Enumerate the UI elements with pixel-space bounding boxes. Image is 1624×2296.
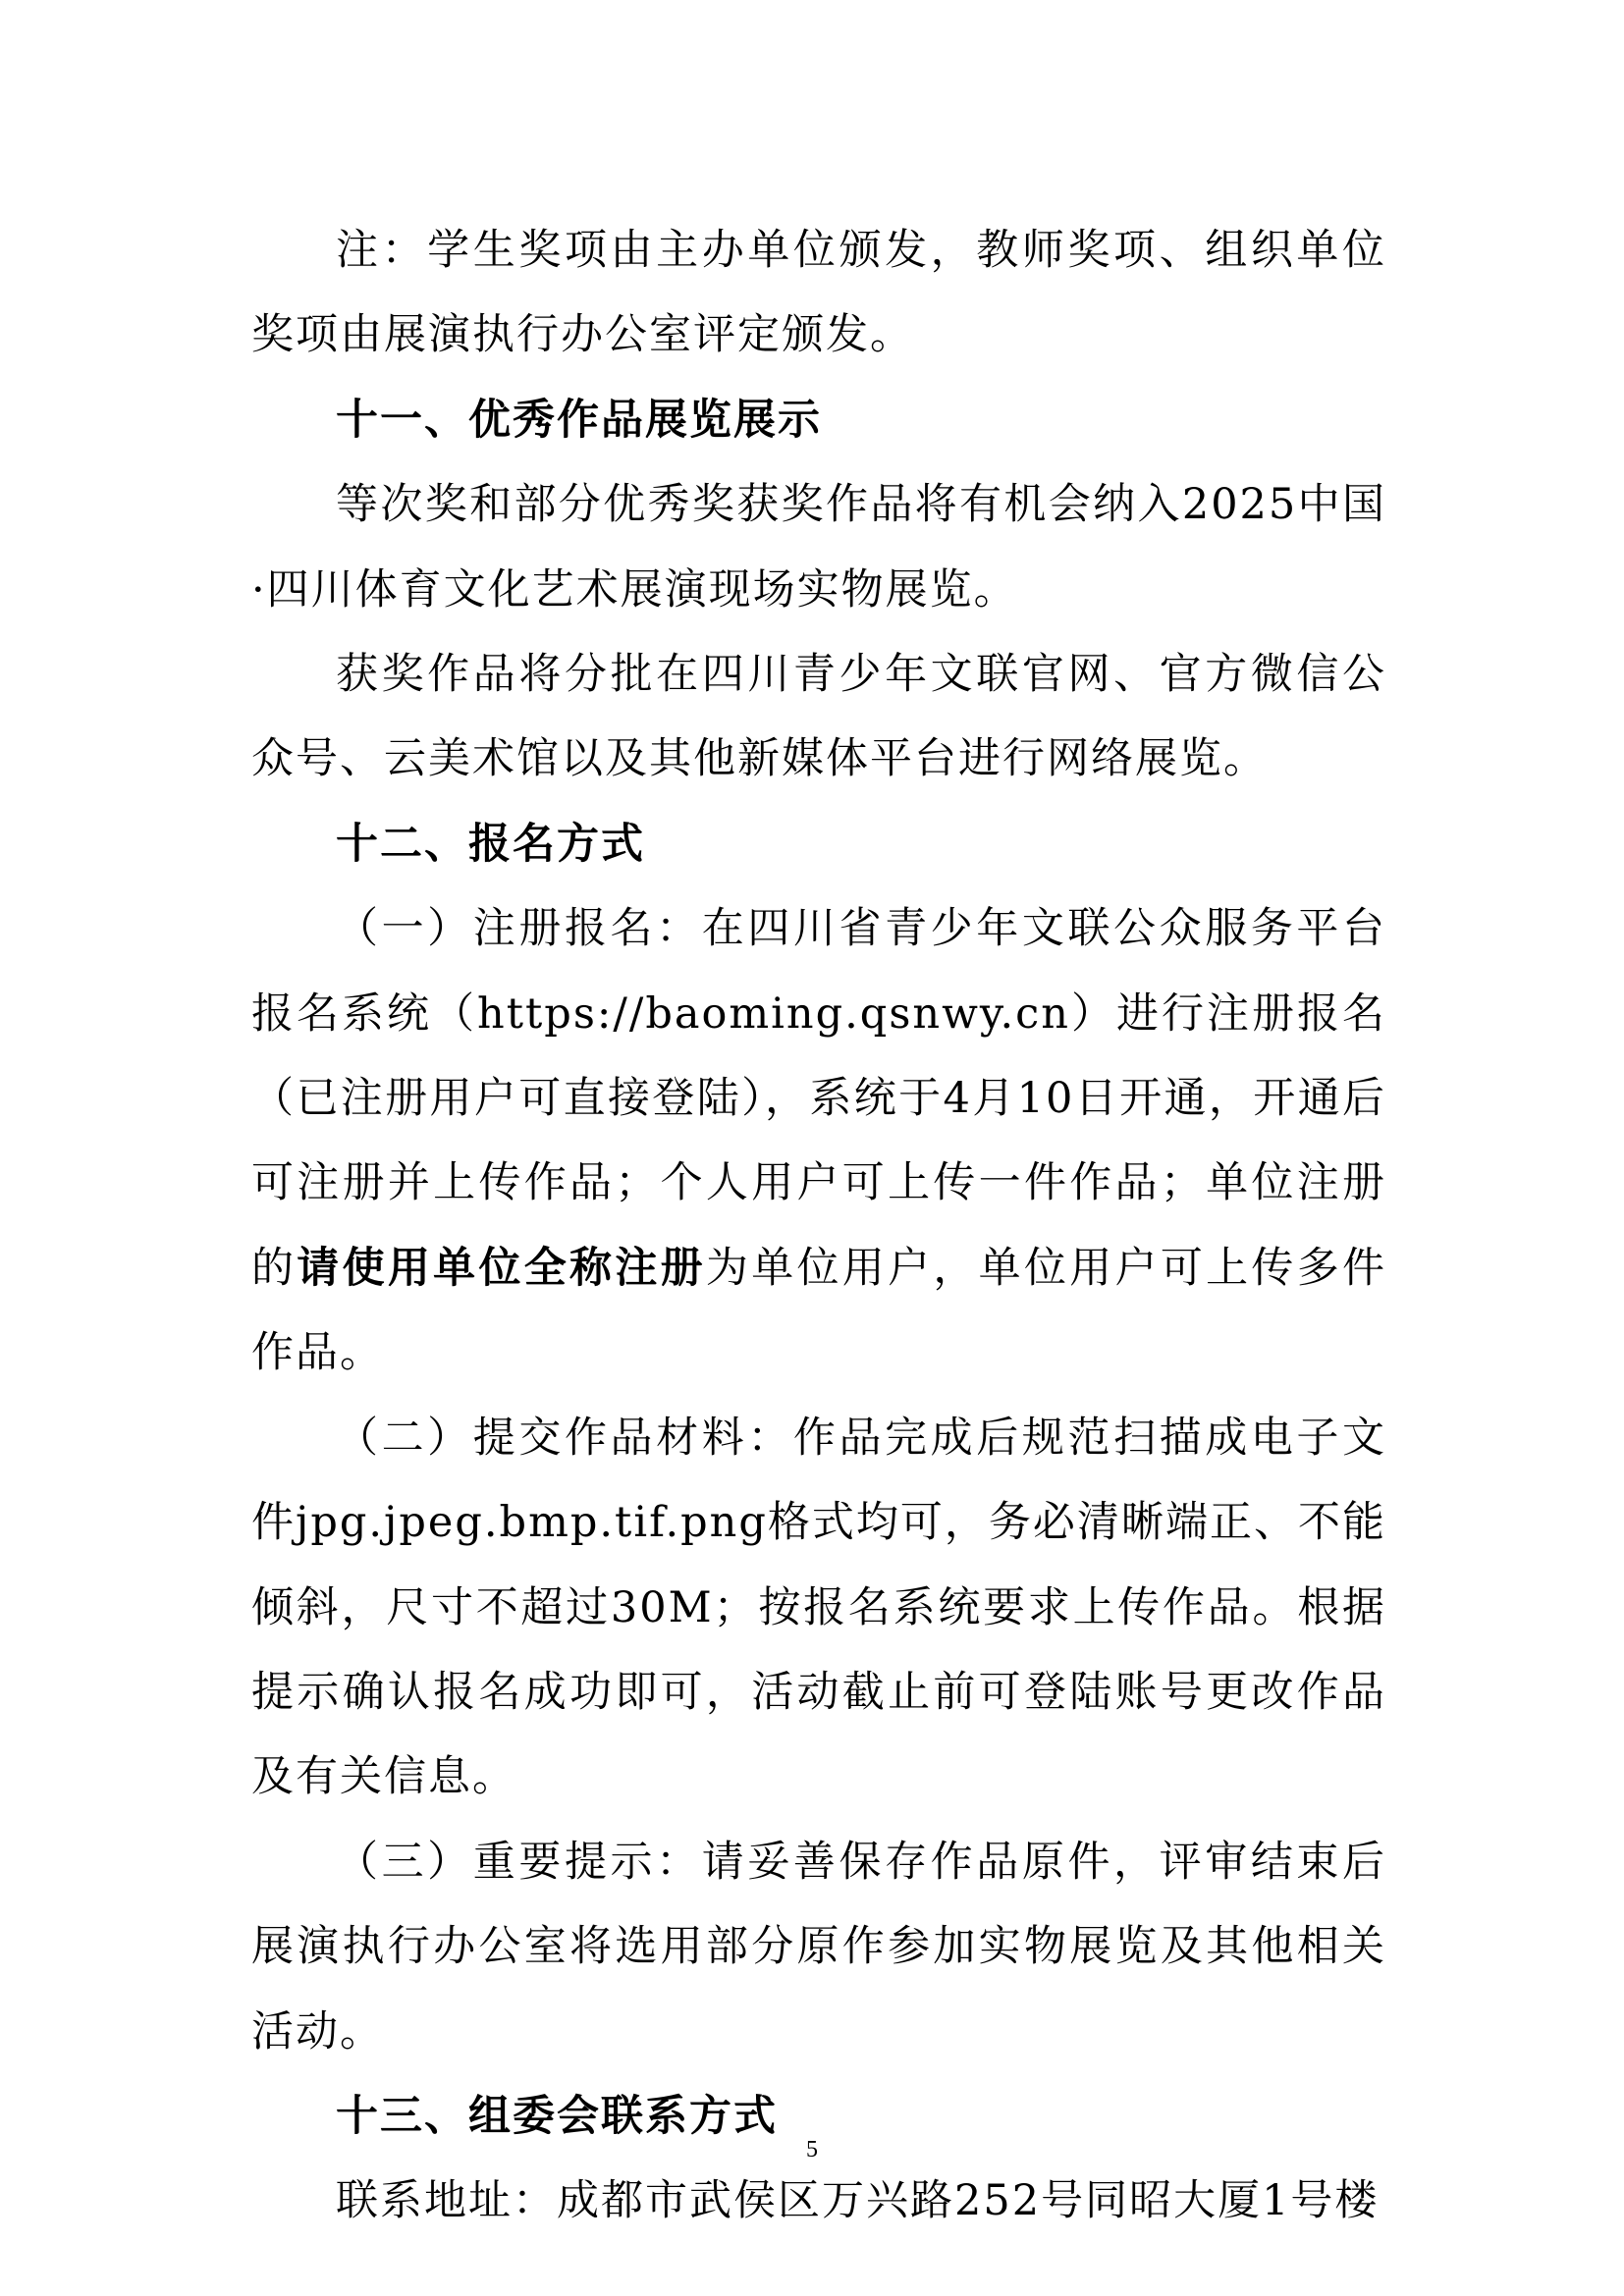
registration-paragraph-2: （二）提交作品材料：作品完成后规范扫描成电子文件jpg.jpeg.bmp.tif.png格式均可，务必清晰端正、不能倾斜，尺寸不超过30M；按报名系统要求上传作品。根据提示确认报名成功即可，活动截止前可登陆账号更改作品及有关信息。 [251,1413,1386,1802]
page-number: 5 [806,2137,818,2163]
document-body [251,208,1386,2244]
bold-text: 请使用单位全称注册 [297,1243,706,1293]
exhibition-paragraph-2: 获奖作品将分批在四川青少年文联官网、官方微信公众号、云美术馆以及其他新媒体平台进行网络展览。 [251,650,1386,784]
contact-address-paragraph: 联系地址：成都市武侯区万兴路252号同昭大厦1号楼 [336,2176,1380,2226]
registration-paragraph-3: （三）重要提示：请妥善保存作品原件，评审结束后展演执行办公室将选用部分原作参加实物展览及其他相关活动。 [251,1837,1386,2056]
note-paragraph: 注：学生奖项由主办单位颁发，教师奖项、组织单位奖项由展演执行办公室评定颁发。 [251,226,1386,360]
exhibition-paragraph-1: 等次奖和部分优秀奖获奖作品将有机会纳入2025中国·四川体育文化艺术展演现场实物展览。 [251,480,1386,614]
registration-paragraph-1 [251,886,1386,1395]
section-11-heading: 十一、优秀作品展览展示 [336,395,822,445]
text-segment: （一）注册报名：在四川省青少年文联公众服务平台报名系统（https://baoming.qsnwy.cn）进行注册报名（已注册用户可直接登陆），系统于4月10日开通，开通后可注册并上传作品；个人用户可上传一件作品；单位注册的 [251,904,1386,1293]
text-segment: 为单位用户，单位用户可上传多件作品。 [251,1243,1387,1378]
section-12-heading: 十二、报名方式 [336,819,645,869]
section-13-heading: 十三、组委会联系方式 [336,2091,778,2141]
